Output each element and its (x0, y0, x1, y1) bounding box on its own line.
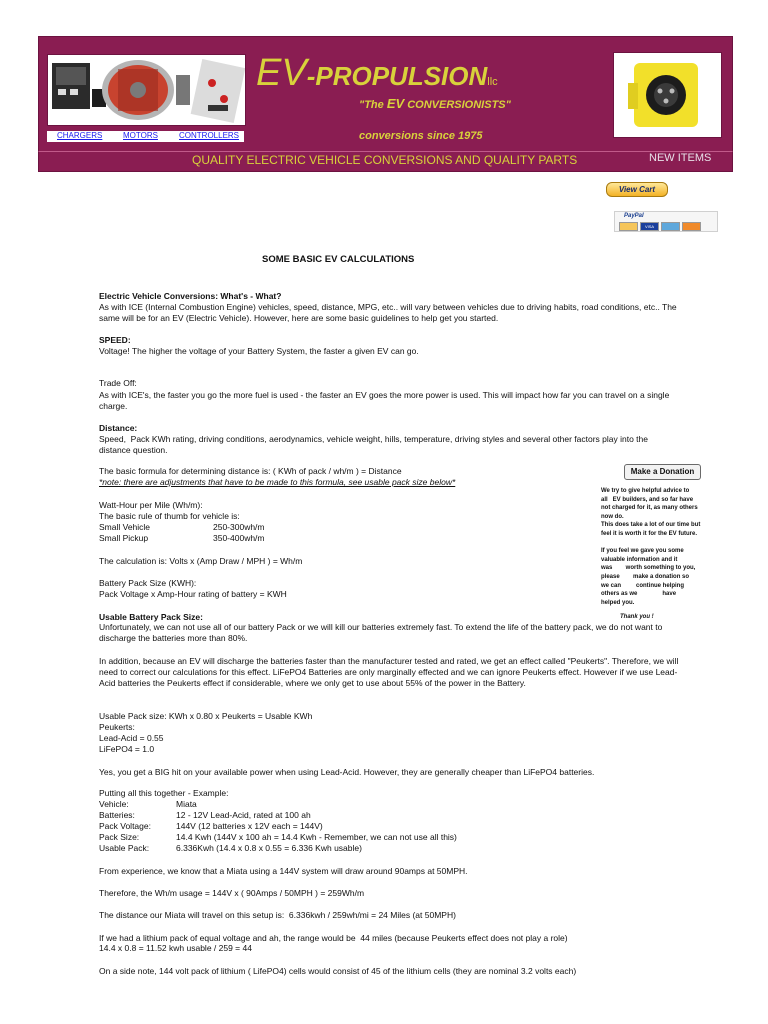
lifepo4-value: LiFePO4 = 1.0 (99, 744, 155, 754)
charger-port-image (614, 53, 721, 137)
heading-speed: SPEED: (99, 335, 131, 345)
tagline (359, 96, 511, 111)
paypal-accepted-cards (614, 211, 718, 232)
donation-message: We try to give helpful advice to all EV builders, and so far have not charged for it, as many others now do. This does take a lot of our time but feel it is worth it for the EV future. If you feel we gave you some valuable information and it was worth something to you, please make a donation so we can continue helping others as we have helped you. (601, 488, 701, 606)
example-row (99, 843, 362, 854)
logo-llc: llc (487, 76, 498, 88)
view-cart-button[interactable]: View Cart (606, 182, 668, 197)
paragraph-conversions: As with ICE (Internal Combustion Engine) vehicles, speed, distance, MPG, etc.. will vary between vehicles due to driving habits, road conditions, etc.. The same will be for an EV (Electric Vehicle). However, here are some basic guidelines to help get you started. (99, 302, 680, 323)
new-items-link[interactable]: NEW ITEMS (649, 152, 712, 164)
top-nav (47, 131, 244, 142)
example-key: Pack Size: (99, 832, 140, 842)
example-key: Batteries: (99, 810, 135, 820)
paragraph-speed: Voltage! The higher the voltage of your Battery System, the faster a given EV can go. (99, 346, 419, 356)
wh-title: Watt-Hour per Mile (Wh/m): (99, 500, 203, 510)
tagline-post: CONVERSIONISTS" (404, 99, 511, 111)
discover-icon (682, 222, 701, 231)
bps-title: Battery Pack Size (KWH): (99, 578, 197, 588)
wh-rule: The basic rule of thumb for vehicle is: (99, 511, 240, 521)
site-logo[interactable] (256, 52, 498, 94)
experience-note: From experience, we know that a Miata using a 144V system will draw around 90amps at 50MPH. (99, 866, 468, 876)
example-key: Usable Pack: (99, 843, 150, 853)
logo-ev: EV (256, 52, 307, 94)
product-photos (47, 54, 246, 126)
paragraph-tradeoff: As with ICE's, the faster you go the more fuel is used - the faster an EV goes the more power is used. This will impact how far you can travel on a single charge. (99, 390, 672, 411)
example-value: 6.336Kwh (14.4 x 0.8 x 0.55 = 6.336 Kwh usable) (176, 843, 362, 853)
amex-icon (661, 222, 680, 231)
mastercard-icon (619, 222, 638, 231)
nav-motors[interactable]: MOTORS (123, 131, 158, 140)
visa-icon: VISA (640, 222, 659, 231)
nav-controllers[interactable]: CONTROLLERS (179, 131, 240, 140)
whm-calculation: The calculation is: Volts x (Amp Draw / MPH ) = Wh/m (99, 556, 303, 566)
lead-acid-value: Lead-Acid = 0.55 (99, 733, 164, 743)
small-vehicle-value: 250-300wh/m (213, 522, 265, 532)
example-row (99, 810, 311, 821)
example-value: 144V (12 batteries x 12V each = 144V) (176, 821, 323, 831)
example-value: 14.4 Kwh (144V x 100 ah = 14.4 Kwh - Remember, we can not use all this) (176, 832, 457, 842)
big-hit-note: Yes, you get a BIG hit on your available power when using Lead-Acid. However, they are generally cheaper than LiFePO4 batteries. (99, 767, 595, 777)
page-title: SOME BASIC EV CALCULATIONS (262, 254, 415, 265)
lithium-range: If we had a lithium pack of equal voltage and ah, the range would be 44 miles (because Peukerts effect does not play a role) (99, 933, 568, 943)
paypal-logo: PayPal (624, 213, 644, 219)
small-pickup-label: Small Pickup (99, 533, 149, 543)
side-note: On a side note, 144 volt pack of lithium ( LifePO4) cells would consist of 45 of the lithium cells (they are nominal 3.2 volts each) (99, 966, 577, 976)
small-pickup-value: 350-400wh/m (213, 533, 265, 543)
row-small-pickup (99, 533, 265, 544)
paragraph-distance: Speed, Pack KWh rating, driving conditions, aerodynamics, vehicle weight, hills, temperature, driving styles and several other factors play into the distance question. (99, 434, 651, 455)
whm-usage: Therefore, the Wh/m usage = 144V x ( 90Amps / 50MPH ) = 259Wh/m (99, 888, 365, 898)
bps-formula: Pack Voltage x Amp-Hour rating of battery = KWH (99, 589, 287, 599)
lithium-calc: 14.4 x 0.8 = 11.52 kwh usable / 259 = 44 (99, 943, 252, 953)
example-key: Pack Voltage: (99, 821, 151, 831)
formula-note: *note: there are adjustments that have to be made to this formula, see usable pack size below* (99, 477, 456, 487)
row-small-vehicle (99, 522, 265, 533)
distance-formula: The basic formula for determining distance is: ( KWh of pack / wh/m ) = Distance (99, 466, 402, 476)
tagline-pre: "The (359, 99, 387, 111)
example-value: Miata (176, 799, 197, 809)
example-label: Putting all this together - Example: (99, 788, 229, 798)
quality-heading: QUALITY ELECTRIC VEHICLE CONVERSIONS AND QUALITY PARTS (192, 153, 578, 167)
heading-usable: Usable Battery Pack Size: (99, 612, 203, 622)
logo-propulsion: -PROPULSION (306, 61, 488, 91)
nav-chargers[interactable]: CHARGERS (57, 131, 103, 140)
paragraph-peukert: In addition, because an EV will discharge the batteries faster than the manufacturer tested and rated, we get an effect called "Peukerts". Therefore, we will need to correct our calculations for this effect. LiFePO4 Batteries are only marginally effected and we can ignore Peukerts effect. However if we use Lead-Acid batteries the Peukerts effect if considerable, where we only get to use about 55% of the power in the Battery. (99, 656, 681, 688)
since-text: conversions since 1975 (359, 130, 483, 142)
example-row (99, 832, 457, 843)
distance-result: The distance our Miata will travel on this setup is: 6.336kwh / 259wh/mi = 24 Miles (at 50MPH) (99, 910, 456, 920)
paragraph-usable: Unfortunately, we can not use all of our battery Pack or we will kill our batteries extremely fast. To extend the life of the battery pack, we do not want to discharge the batteries more than 80%. (99, 622, 665, 643)
make-donation-button[interactable]: Make a Donation (624, 464, 701, 480)
donation-thanks: Thank you ! (620, 614, 654, 620)
usable-formula: Usable Pack size: KWh x 0.80 x Peukerts = Usable KWh (99, 711, 313, 721)
products-image (48, 55, 245, 125)
peukerts-label: Peukerts: (99, 722, 135, 732)
heading-distance: Distance: (99, 423, 138, 433)
heading-conversions: Electric Vehicle Conversions: What's - What? (99, 291, 282, 301)
example-row (99, 821, 323, 832)
example-key: Vehicle: (99, 799, 129, 809)
tradeoff-label: Trade Off: (99, 378, 137, 388)
example-row (99, 799, 197, 810)
small-vehicle-label: Small Vehicle (99, 522, 151, 532)
example-value: 12 - 12V Lead-Acid, rated at 100 ah (176, 810, 311, 820)
tagline-ev: EV (386, 96, 405, 111)
charger-port-photo (613, 52, 722, 138)
